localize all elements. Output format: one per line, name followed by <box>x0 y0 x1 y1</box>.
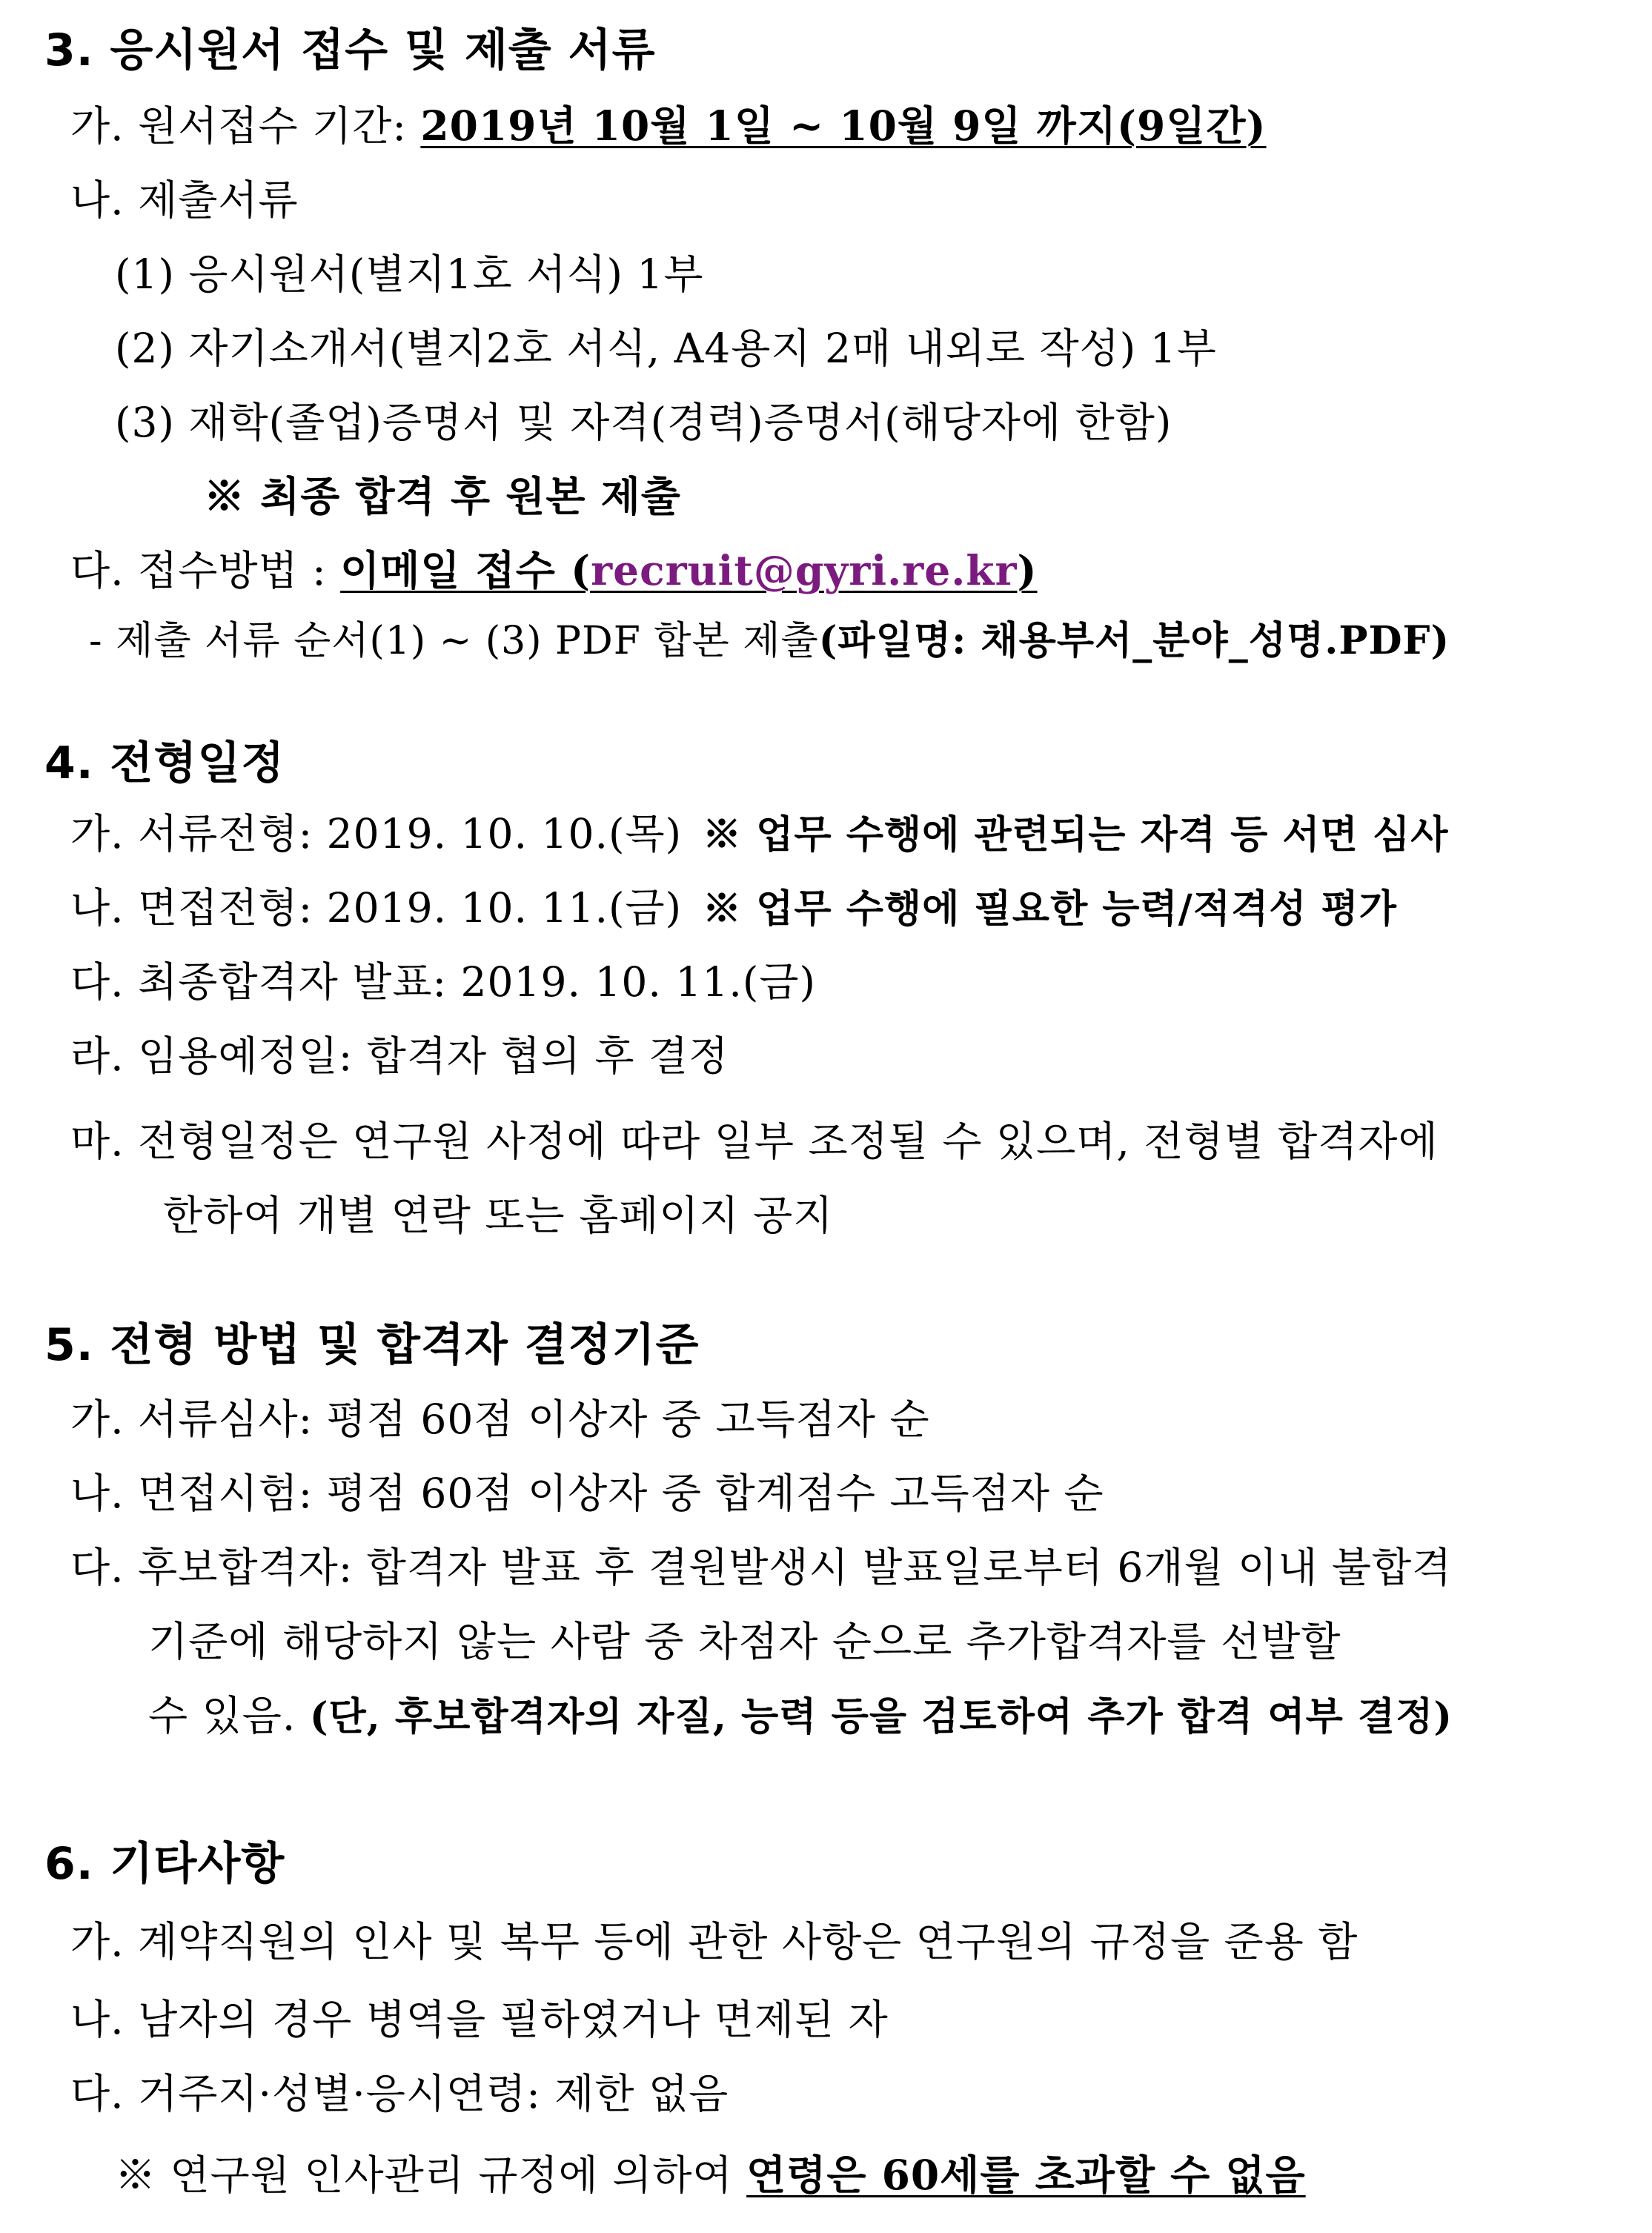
s4-item-a-text: 가. 서류전형: 2019. 10. 10.(목) <box>70 810 683 857</box>
submission-method <box>340 546 1037 594</box>
s5-item-c-line3 <box>148 1686 1453 1745</box>
s4-item-b <box>70 878 1397 938</box>
s4-item-e-line1: 마. 전형일정은 연구원 사정에 따라 일부 조정될 수 있으며, 전형별 합격자에 <box>70 1118 1439 1165</box>
s3-item-c <box>70 541 1038 600</box>
s3-dash-prefix: - 제출 서류 순서(1) ~ (3) PDF 합본 제출 <box>89 619 819 663</box>
s5-item-b: 나. 면접시험: 평점 60점 이상자 중 합계점수 고득점자 순 <box>70 1470 1104 1517</box>
s3-item-a-label: 가. 원서접수 기간: <box>70 102 421 150</box>
s5-item-c-line2: 기준에 해당하지 않는 사람 중 차점자 순으로 추가합격자를 선발할 <box>148 1618 1341 1665</box>
s4-item-b-text: 나. 면접전형: 2019. 10. 11.(금) <box>70 884 683 932</box>
s3-item-a <box>70 96 1267 156</box>
s6-item-b: 나. 남자의 경우 병역을 필하였거나 면제된 자 <box>70 1996 889 2043</box>
s4-item-e-line2: 한하여 개별 연락 또는 홈페이지 공지 <box>163 1192 834 1239</box>
s6-age-limit: 연령은 60세를 초과할 수 없음 <box>746 2151 1306 2199</box>
s4-item-d: 라. 임용예정일: 합격자 협의 후 결정 <box>70 1032 729 1080</box>
email-link[interactable]: recruit@gyri.re.kr <box>591 546 1018 594</box>
s4-item-a <box>70 804 1448 863</box>
s3-dash-note <box>89 611 1450 671</box>
s5-item-c-note: (단, 후보합격자의 자질, 능력 등을 검토하여 추가 합격 여부 결정) <box>309 1694 1453 1739</box>
s3-item-b: 나. 제출서류 <box>70 176 299 224</box>
s3-filename-rule: (파일명: 채용부서_분야_성명.PDF) <box>818 618 1450 663</box>
s5-item-c-line3-text: 수 있음. <box>148 1692 310 1739</box>
s3-item-b2: (2) 자기소개서(별지2호 서식, A4용지 2매 내외로 작성) 1부 <box>115 325 1217 372</box>
s3-item-b3: (3) 재학(졸업)증명서 및 자격(경력)증명서(해당자에 한함) <box>115 399 1172 446</box>
s4-item-b-note: ※ 업무 수행에 필요한 능력/적격성 평가 <box>703 886 1398 932</box>
s4-item-a-note: ※ 업무 수행에 관련되는 자격 등 서면 심사 <box>703 812 1449 857</box>
email-close-paren: ) <box>1017 546 1038 594</box>
section-5-heading: 5. 전형 방법 및 합격자 결정기준 <box>44 1319 700 1371</box>
section-6-heading: 6. 기타사항 <box>44 1838 285 1890</box>
s4-item-c: 다. 최종합격자 발표: 2019. 10. 11.(금) <box>70 958 816 1006</box>
s6-age-note-prefix: ※ 연구원 인사관리 규정에 의하여 <box>115 2151 747 2199</box>
s6-item-c: 다. 거주지·성별·응시연령: 제한 없음 <box>70 2070 729 2117</box>
s5-item-a: 가. 서류심사: 평점 60점 이상자 중 고득점자 순 <box>70 1396 930 1443</box>
s3-item-b1: (1) 응시원서(별지1호 서식) 1부 <box>115 250 704 298</box>
section-4-heading: 4. 전형일정 <box>44 737 285 789</box>
application-period: 2019년 10월 1일 ~ 10월 9일 까지(9일간) <box>420 102 1267 150</box>
s6-age-note <box>115 2146 1306 2205</box>
s6-item-a: 가. 계약직원의 인사 및 복무 등에 관한 사항은 연구원의 규정을 준용 함 <box>70 1918 1359 1965</box>
s5-item-c-line1: 다. 후보합격자: 합격자 발표 후 결원발생시 발표일로부터 6개월 이내 불합격 <box>70 1544 1453 1591</box>
s3-item-c-label: 다. 접수방법 : <box>70 547 341 594</box>
section-3-heading: 3. 응시원서 접수 및 제출 서류 <box>44 24 656 76</box>
s3-original-note: ※ 최종 합격 후 원본 제출 <box>204 472 681 520</box>
email-method-text: 이메일 접수 ( <box>340 546 591 594</box>
